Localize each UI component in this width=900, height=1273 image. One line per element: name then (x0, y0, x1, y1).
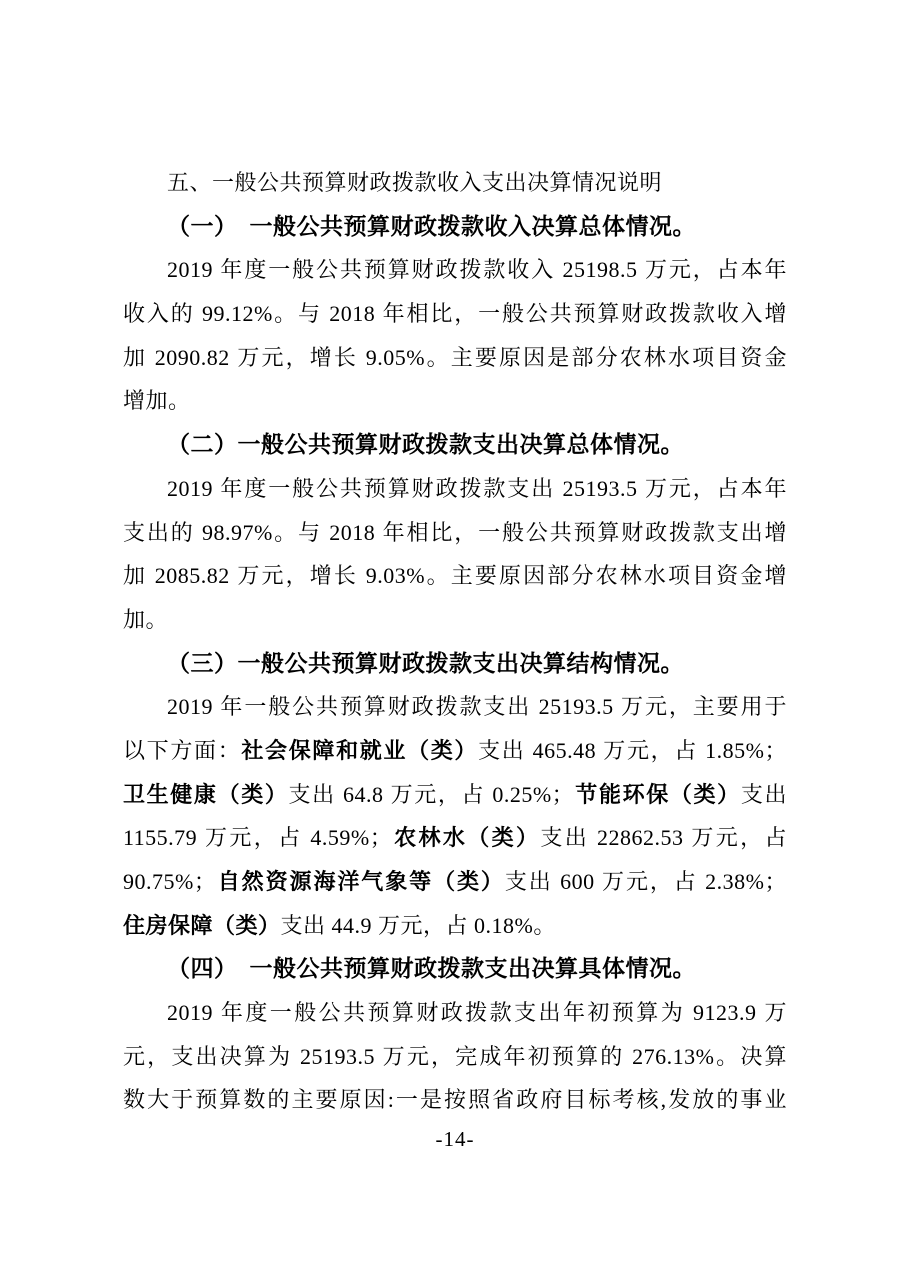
body-line (123, 816, 787, 860)
body-text: 90.75%； (123, 869, 217, 894)
body-text: 增加。 (123, 388, 191, 414)
body-line (123, 554, 787, 598)
body-line (123, 1035, 787, 1079)
body-text: 加 2085.82 万元，增长 9.03%。主要原因部分农林水项目资金增 (123, 563, 787, 589)
body-text: 元，支出决算为 25193.5 万元，完成年初预算的 276.13%。决算 (123, 1043, 787, 1069)
subsection-4-heading (123, 947, 787, 991)
body-text: 支出 22862.53 万元，占 (540, 825, 787, 851)
category-housing-security: 住房保障（类） (123, 912, 281, 938)
body-text: 1155.79 万元，占 4.59%； (123, 825, 393, 851)
heading-text: （四） 一般公共预算财政拨款支出决算具体情况。 (167, 956, 696, 982)
body-line (123, 1078, 787, 1122)
category-social-security: 社会保障和就业（类） (241, 737, 479, 763)
body-text: 2019 年度一般公共预算财政拨款收入 25198.5 万元，占本年 (167, 257, 787, 283)
subsection-1-heading (123, 205, 787, 249)
body-line (123, 904, 787, 948)
body-text: 加 2090.82 万元，增长 9.05%。主要原因是部分农林水项目资金 (123, 344, 787, 370)
body-text: 支出 465.48 万元，占 1.85%； (478, 737, 787, 763)
category-agriculture-forestry-water: 农林水（类） (392, 825, 541, 851)
heading-text: （一） 一般公共预算财政拨款收入决算总体情况。 (167, 213, 696, 239)
body-text: 2019 年度一般公共预算财政拨款支出年初预算为 9123.9 万 (167, 1000, 787, 1026)
subsection-2-heading (123, 423, 787, 467)
category-health: 卫生健康（类） (123, 781, 289, 807)
body-line (123, 685, 787, 729)
document-text-block (123, 161, 787, 1122)
heading-text: （二）一般公共预算财政拨款支出决算总体情况。 (167, 432, 684, 458)
body-text: 支出 64.8 万元，占 0.25%； (288, 781, 575, 807)
body-text: 加。 (123, 606, 169, 632)
body-text: 支出 (740, 781, 787, 807)
body-text: 数大于预算数的主要原因:一是按照省政府目标考核,发放的事业 (123, 1087, 787, 1113)
body-line (123, 511, 787, 555)
body-text: 以下方面： (123, 737, 242, 763)
body-text: 支出 600 万元，占 2.38%； (504, 869, 787, 894)
body-text: 2019 年度一般公共预算财政拨款支出 25193.5 万元，占本年 (167, 475, 787, 501)
body-line (123, 729, 787, 773)
category-natural-resources: 自然资源海洋气象等（类） (216, 869, 505, 894)
body-line (123, 467, 787, 511)
body-line (123, 379, 787, 423)
subsection-3-heading (123, 642, 787, 686)
heading-text: （三）一般公共预算财政拨款支出决算结构情况。 (167, 650, 684, 676)
body-line (123, 598, 787, 642)
body-text: 支出 44.9 万元，占 0.18%。 (280, 912, 556, 938)
body-line (123, 292, 787, 336)
section-5-heading (123, 161, 787, 205)
category-energy-conservation: 节能环保（类） (574, 781, 741, 807)
page-number: -14- (435, 1127, 475, 1151)
body-text: 收入的 99.12%。与 2018 年相比，一般公共预算财政拨款收入增 (123, 301, 787, 327)
body-text: 2019 年一般公共预算财政拨款支出 25193.5 万元，主要用于 (167, 694, 787, 720)
body-line (123, 991, 787, 1035)
body-line (123, 773, 787, 817)
heading-text: 五、一般公共预算财政拨款收入支出决算情况说明 (167, 170, 663, 195)
body-text: 支出的 98.97%。与 2018 年相比，一般公共预算财政拨款支出增 (123, 519, 787, 545)
body-line (123, 336, 787, 380)
body-line (123, 860, 787, 904)
body-line (123, 248, 787, 292)
